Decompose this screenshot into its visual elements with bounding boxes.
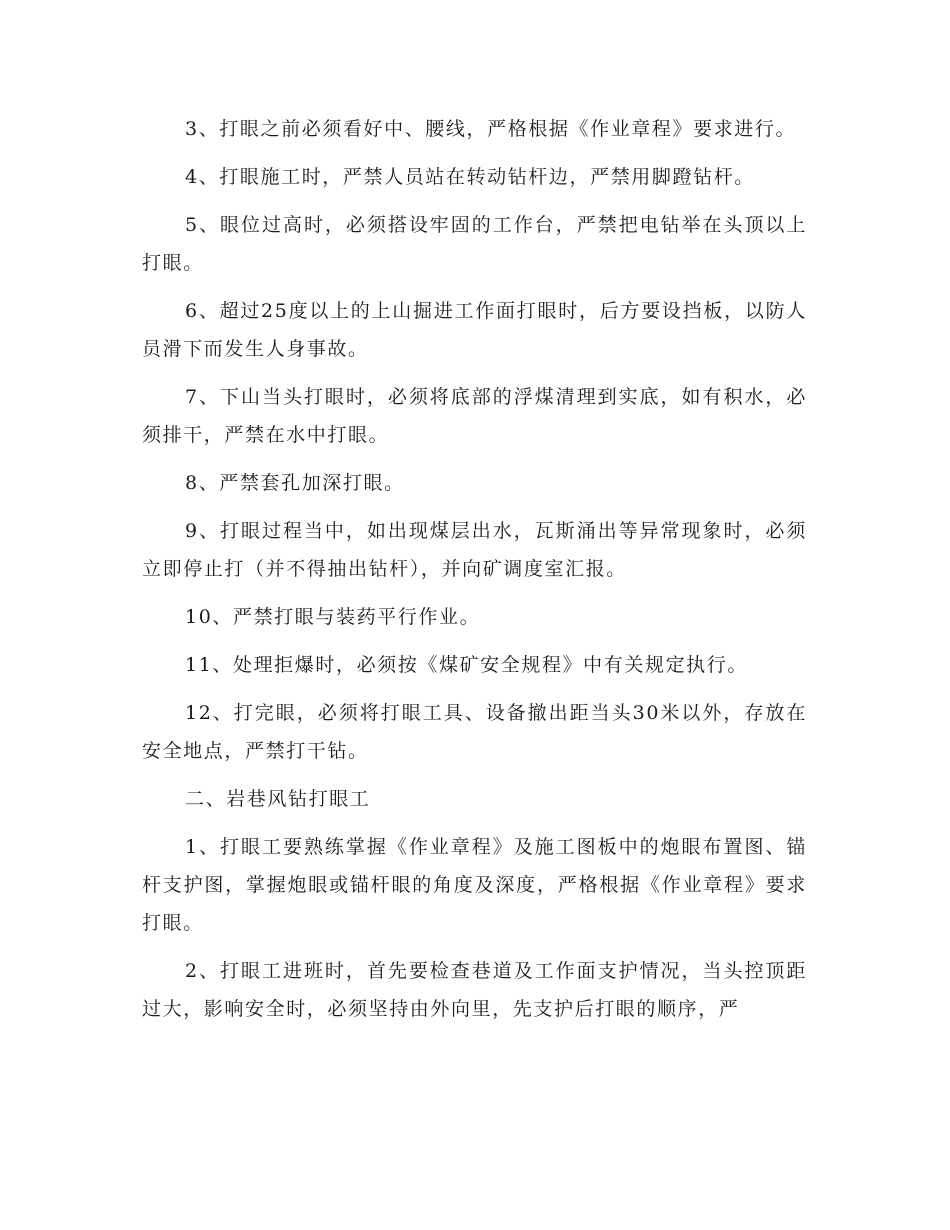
paragraph-item-9: 9、打眼过程当中，如出现煤层出水，瓦斯涌出等异常现象时，必须立即停止打（并不得抽出钻杆），并向矿调度室汇报。 bbox=[142, 520, 807, 580]
paragraph-item-12: 12、打完眼，必须将打眼工具、设备撤出距当头30米以外，存放在安全地点，严禁打干钻。 bbox=[142, 702, 807, 762]
section-heading: 二、岩巷风钻打眼工 bbox=[185, 788, 371, 810]
paragraph-item-1: 1、打眼工要熟练掌握《作业章程》及施工图板中的炮眼布置图、锚杆支护图，掌握炮眼或锚杆眼的角度及深度，严格根据《作业章程》要求打眼。 bbox=[142, 836, 807, 934]
paragraph-item-10: 10、严禁打眼与装药平行作业。 bbox=[185, 606, 481, 628]
paragraph-item-6: 6、超过25度以上的上山掘进工作面打眼时，后方要设挡板，以防人员滑下而发生人身事故。 bbox=[142, 300, 807, 360]
paragraph-item-3: 3、打眼之前必须看好中、腰线，严格根据《作业章程》要求进行。 bbox=[185, 118, 797, 140]
paragraph-item-11: 11、处理拒爆时，必须按《煤矿安全规程》中有关规定执行。 bbox=[185, 654, 748, 676]
paragraph-item-8: 8、严禁套孔加深打眼。 bbox=[185, 472, 405, 494]
paragraph-item-4: 4、打眼施工时，严禁人员站在转动钻杆边，严禁用脚蹬钻杆。 bbox=[185, 166, 755, 188]
document-body bbox=[142, 110, 807, 1038]
paragraph-item-2: 2、打眼工进班时，首先要检查巷道及工作面支护情况，当头控顶距过大，影响安全时，必须坚持由外向里，先支护后打眼的顺序，严 bbox=[142, 960, 807, 1020]
paragraph-item-5: 5、眼位过高时，必须搭设牢固的工作台，严禁把电钻举在头顶以上打眼。 bbox=[142, 214, 807, 274]
paragraph-item-7: 7、下山当头打眼时，必须将底部的浮煤清理到实底，如有积水，必须排干，严禁在水中打眼。 bbox=[142, 386, 807, 446]
